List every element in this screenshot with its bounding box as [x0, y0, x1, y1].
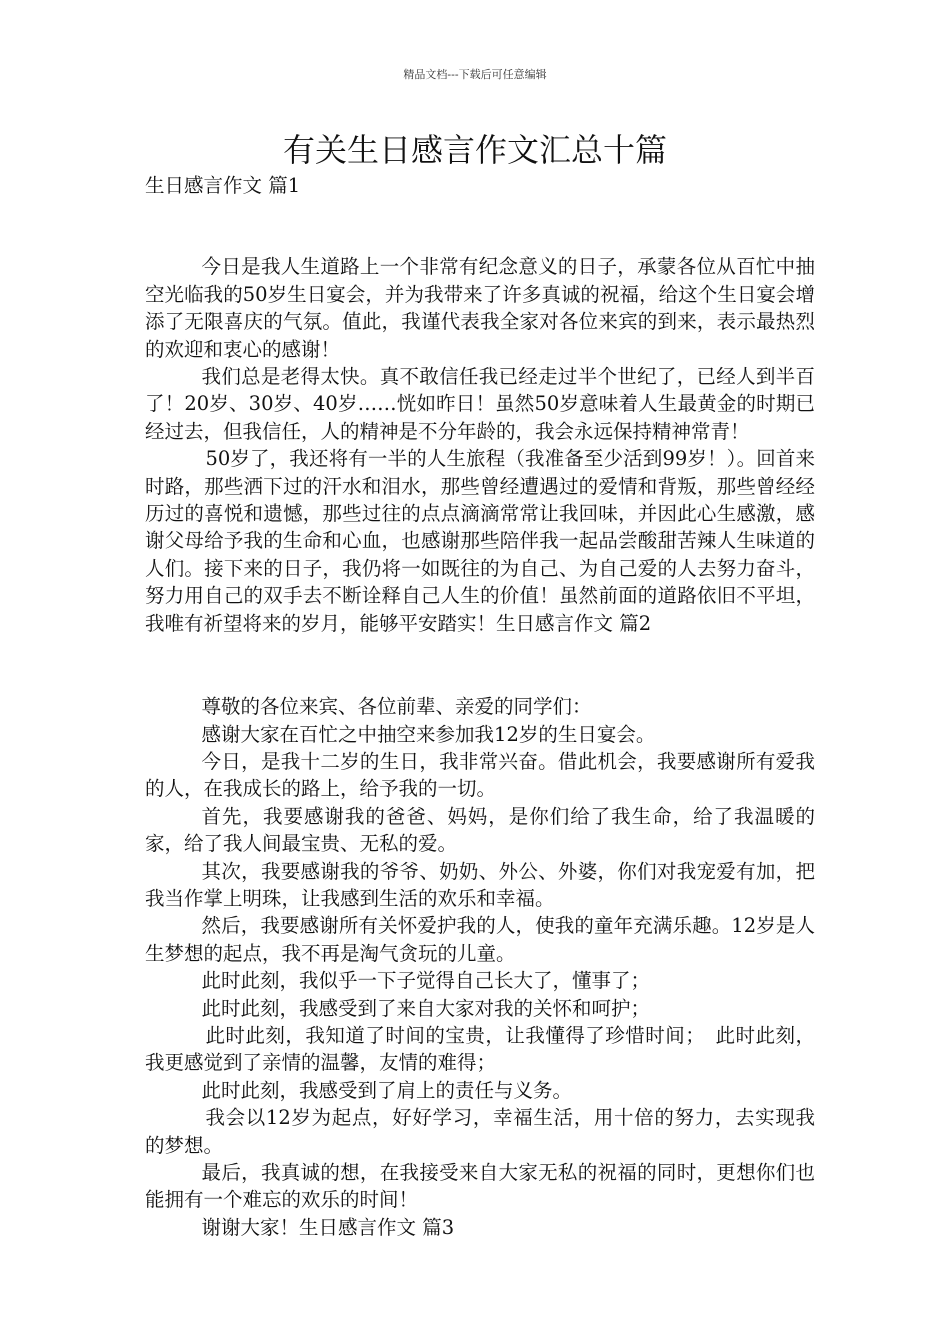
- spacer: [145, 637, 815, 693]
- header-note: 精品文档---下载后可任意编辑: [403, 68, 547, 81]
- paragraph: 今日，是我十二岁的生日，我非常兴奋。借此机会，我要感谢所有爱我的人，在我成长的路上，给予我的一切。: [145, 749, 815, 801]
- paragraph: 我们总是老得太快。真不敢信任我已经走过半个世纪了，已经人到半百了！20岁、30岁、40岁……恍如昨日！虽然50岁意味着人生最黄金的时期已经过去，但我信任，人的精神是不分年龄的，我会永远保持精神常青！: [145, 365, 815, 443]
- paragraph: 我会以12岁为起点，好好学习，幸福生活，用十倍的努力，去实现我的梦想。: [145, 1106, 815, 1157]
- document-title: 有关生日感言作文汇总十篇: [282, 131, 667, 169]
- paragraph: 然后，我要感谢所有关怀爱护我的人，使我的童年充满乐趣。12岁是人生梦想的起点，我不再是淘气贪玩的儿童。: [145, 914, 815, 965]
- paragraph: 此时此刻，我感受到了肩上的责任与义务。: [201, 1078, 573, 1102]
- paragraph: 最后，我真诚的想，在我接受来自大家无私的祝福的同时，更想你们也能拥有一个难忘的欢乐的时间！: [145, 1161, 815, 1212]
- document-body: [145, 172, 815, 1241]
- paragraph: 此时此刻，我感受到了来自大家对我的关怀和呵护；: [201, 996, 651, 1020]
- paragraph: 此时此刻，我知道了时间的宝贵，让我懂得了珍惜时间； 此时此刻，我更感觉到了亲情的温馨，友情的难得；: [145, 1023, 815, 1075]
- paragraph: 其次，我要感谢我的爷爷、奶奶、外公、外婆，你们对我宠爱有加，把我当作掌上明珠，让我感到生活的欢乐和幸福。: [145, 859, 815, 910]
- paragraph: 50岁了，我还将有一半的人生旅程（我准备至少活到99岁！）。回首来时路，那些洒下过的汗水和泪水，那些曾经遭遇过的爱情和背叛，那些曾经经历过的喜悦和遗憾，那些过往的点点滴滴常常让我回味，并因此心生感激，感谢父母给予我的生命和心血，也感谢那些陪伴我一起品尝酸甜苦辣人生味道的人们。接下来的日子，我仍将一如既往的为自己、为自己爱的人去努力奋斗，努力用自己的双手去不断诠释自己人生的价值！虽然前面的道路依旧不平坦，我唯有祈望将来的岁月，能够平安踏实！生日感言作文 篇2: [145, 447, 815, 635]
- paragraph: 尊敬的各位来宾、各位前辈、亲爱的同学们：: [201, 695, 592, 719]
- paragraph: 谢谢大家！生日感言作文 篇3: [201, 1215, 455, 1239]
- section-heading: 生日感言作文 篇1: [145, 174, 301, 197]
- paragraph: 首先，我要感谢我的爸爸、妈妈，是你们给了我生命，给了我温暖的家，给了我人间最宝贵、无私的爱。: [145, 804, 815, 856]
- paragraph: 此时此刻，我似乎一下子觉得自己长大了，懂事了；: [201, 969, 651, 993]
- spacer: [145, 199, 815, 253]
- paragraph: 感谢大家在百忙之中抽空来参加我12岁的生日宴会。: [201, 722, 656, 746]
- paragraph: 今日是我人生道路上一个非常有纪念意义的日子，承蒙各位从百忙中抽空光临我的50岁生日宴会，并为我带来了许多真诚的祝福，给这个生日宴会增添了无限喜庆的气氛。值此，我谨代表我全家对各位来宾的到来，表示最热烈的欢迎和衷心的感谢！: [145, 255, 815, 361]
